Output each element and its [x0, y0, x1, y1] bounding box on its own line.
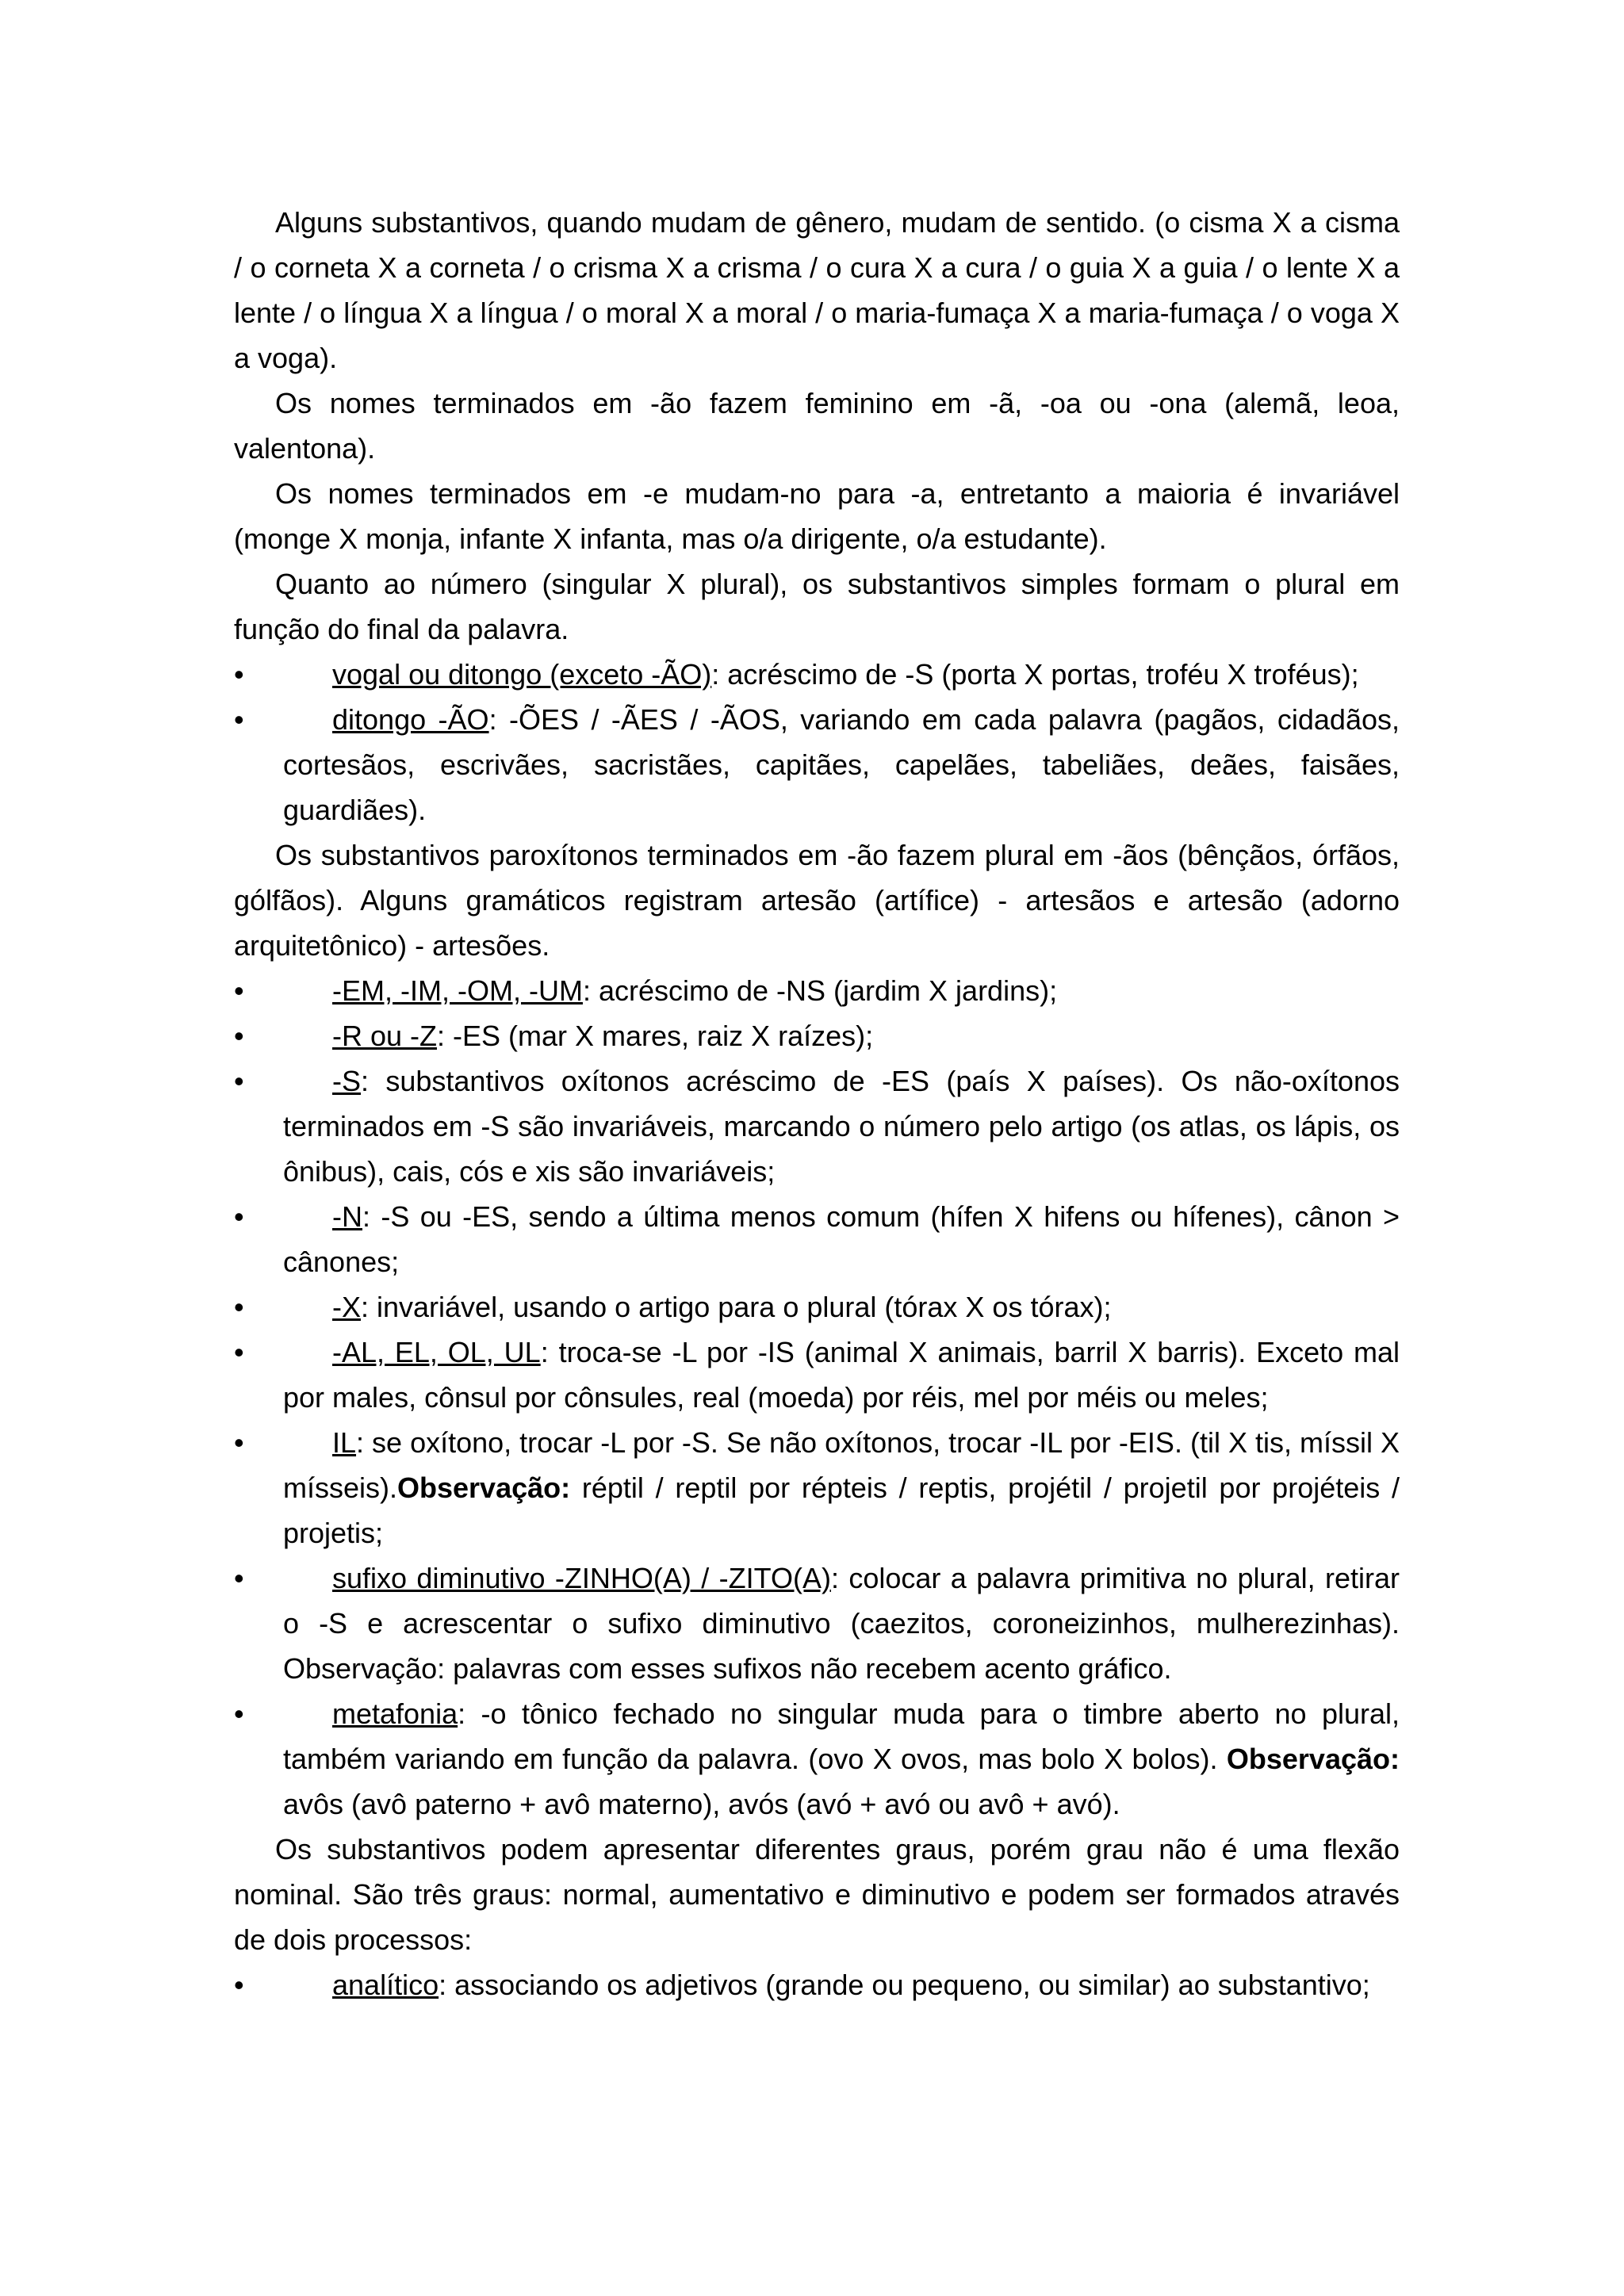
rule-term: -S: [332, 1065, 361, 1097]
bullet-icon: •: [234, 1969, 244, 2001]
list-item: [234, 1013, 1400, 1058]
bullet-icon: •: [234, 1562, 244, 1594]
rule-text: : -o tônico fechado no singular muda para o timbre aberto no plural, também variando em função da palavra. (ovo X ovos, mas bolo X bolos).: [283, 1697, 1400, 1775]
rule-text-tail: avôs (avô paterno + avô materno), avós (avó + avó ou avô + avó).: [283, 1788, 1120, 1820]
rule-term: analítico: [332, 1969, 439, 2001]
list-item: [234, 1556, 1400, 1691]
rule-text: : invariável, usando o artigo para o plural (tórax X os tórax);: [361, 1291, 1112, 1323]
rule-term: -AL, EL, OL, UL: [332, 1336, 541, 1368]
list-item: [234, 1058, 1400, 1194]
list-item: [234, 1962, 1400, 2007]
rule-text-tail: réptil / reptil por répteis / reptis, projétil / projetil por projéteis / projetis;: [283, 1471, 1400, 1549]
bullet-icon: •: [234, 658, 244, 691]
rule-term: -R ou -Z: [332, 1020, 438, 1052]
rule-text: : se oxítono, trocar -L por -S. Se não oxítonos, trocar -IL por -EIS. (til X tis, míssil X mísseis).: [283, 1426, 1400, 1504]
rule-text: : -S ou -ES, sendo a última menos comum (hífen X hifens ou hífenes), cânon > cânones;: [283, 1200, 1400, 1278]
bullet-icon: •: [234, 703, 244, 736]
paragraph-plural-intro: Quanto ao número (singular X plural), os substantivos simples formam o plural em função do final da palavra.: [234, 568, 1400, 645]
rule-text: : -ÕES / -ÃES / -ÃOS, variando em cada palavra (pagãos, cidadãos, cortesãos, escrivães, sacristães, capitães, capelães, tabeliães, deães, faisães, guardiães).: [283, 703, 1400, 826]
observation-label: Observação:: [397, 1471, 571, 1504]
bullet-icon: •: [234, 1200, 244, 1233]
rule-term: -N: [332, 1200, 362, 1233]
rule-text: : -ES (mar X mares, raiz X raízes);: [437, 1020, 874, 1052]
document-page: [234, 200, 1400, 2007]
rule-term: -EM, -IM, -OM, -UM: [332, 974, 583, 1007]
rule-term: vogal ou ditongo (exceto -ÃO): [332, 658, 712, 691]
paragraph-feminine-ao: Os nomes terminados em -ão fazem feminino em -ã, -oa ou -ona (alemã, leoa, valentona).: [234, 387, 1400, 465]
bullet-icon: •: [234, 1697, 244, 1730]
rule-text: : substantivos oxítonos acréscimo de -ES (país X países). Os não-oxítonos terminados em -S são invariáveis, marcando o número pelo artigo (os atlas, os lápis, os ônibus), cais, cós e xis são invariáveis;: [283, 1065, 1400, 1188]
list-item: [234, 697, 1400, 832]
bullet-icon: •: [234, 1020, 244, 1052]
list-item: [234, 1420, 1400, 1556]
bullet-icon: •: [234, 1291, 244, 1323]
rule-term: IL: [332, 1426, 357, 1459]
paragraph-degrees: Os substantivos podem apresentar diferentes graus, porém grau não é uma flexão nominal. São três graus: normal, aumentativo e diminutivo e podem ser formados através de dois processos:: [234, 1833, 1400, 1956]
rule-text: : associando os adjetivos (grande ou pequeno, ou similar) ao substantivo;: [439, 1969, 1370, 2001]
rule-text: : colocar a palavra primitiva no plural, retirar o -S e acrescentar o sufixo diminutivo (caezitos, coroneizinhos, mulherezinhas). Observação: palavras com esses sufixos não recebem acento gráfico.: [283, 1562, 1400, 1685]
bullet-icon: •: [234, 1336, 244, 1368]
rule-text: : acréscimo de -S (porta X portas, troféu X troféus);: [711, 658, 1359, 691]
rule-term: sufixo diminutivo -ZINHO(A) / -ZITO(A): [332, 1562, 831, 1594]
list-item: [234, 1194, 1400, 1284]
list-item: [234, 652, 1400, 697]
rule-term: -X: [332, 1291, 361, 1323]
paragraph-gender-meaning: Alguns substantivos, quando mudam de gênero, mudam de sentido. (o cisma X a cisma / o corneta X a corneta / o crisma X a crisma / o cura X a cura / o guia X a guia / o lente X a lente / o língua X a língua / o moral X a moral / o maria-fumaça X a maria-fumaça / o voga X a voga).: [234, 206, 1400, 374]
list-item: [234, 1284, 1400, 1330]
list-item: [234, 1691, 1400, 1827]
bullet-icon: •: [234, 974, 244, 1007]
rule-text: : troca-se -L por -IS (animal X animais, barril X barris). Exceto mal por males, cônsul por cônsules, real (moeda) por réis, mel por méis ou meles;: [283, 1336, 1400, 1414]
rule-term: ditongo -ÃO: [332, 703, 489, 736]
list-item: [234, 1330, 1400, 1420]
bullet-icon: •: [234, 1426, 244, 1459]
bullet-icon: •: [234, 1065, 244, 1097]
paragraph-feminine-e: Os nomes terminados em -e mudam-no para -a, entretanto a maioria é invariável (monge X monja, infante X infanta, mas o/a dirigente, o/a estudante).: [234, 477, 1400, 555]
rule-text: : acréscimo de -NS (jardim X jardins);: [582, 974, 1058, 1007]
observation-label: Observação:: [1226, 1743, 1400, 1775]
list-item: [234, 968, 1400, 1013]
paragraph-paroxytone: Os substantivos paroxítonos terminados em -ão fazem plural em -ãos (bênçãos, órfãos, gólfãos). Alguns gramáticos registram artesão (artífice) - artesãos e artesão (adorno arquitetônico) - artesões.: [234, 839, 1400, 962]
rule-term: metafonia: [332, 1697, 458, 1730]
